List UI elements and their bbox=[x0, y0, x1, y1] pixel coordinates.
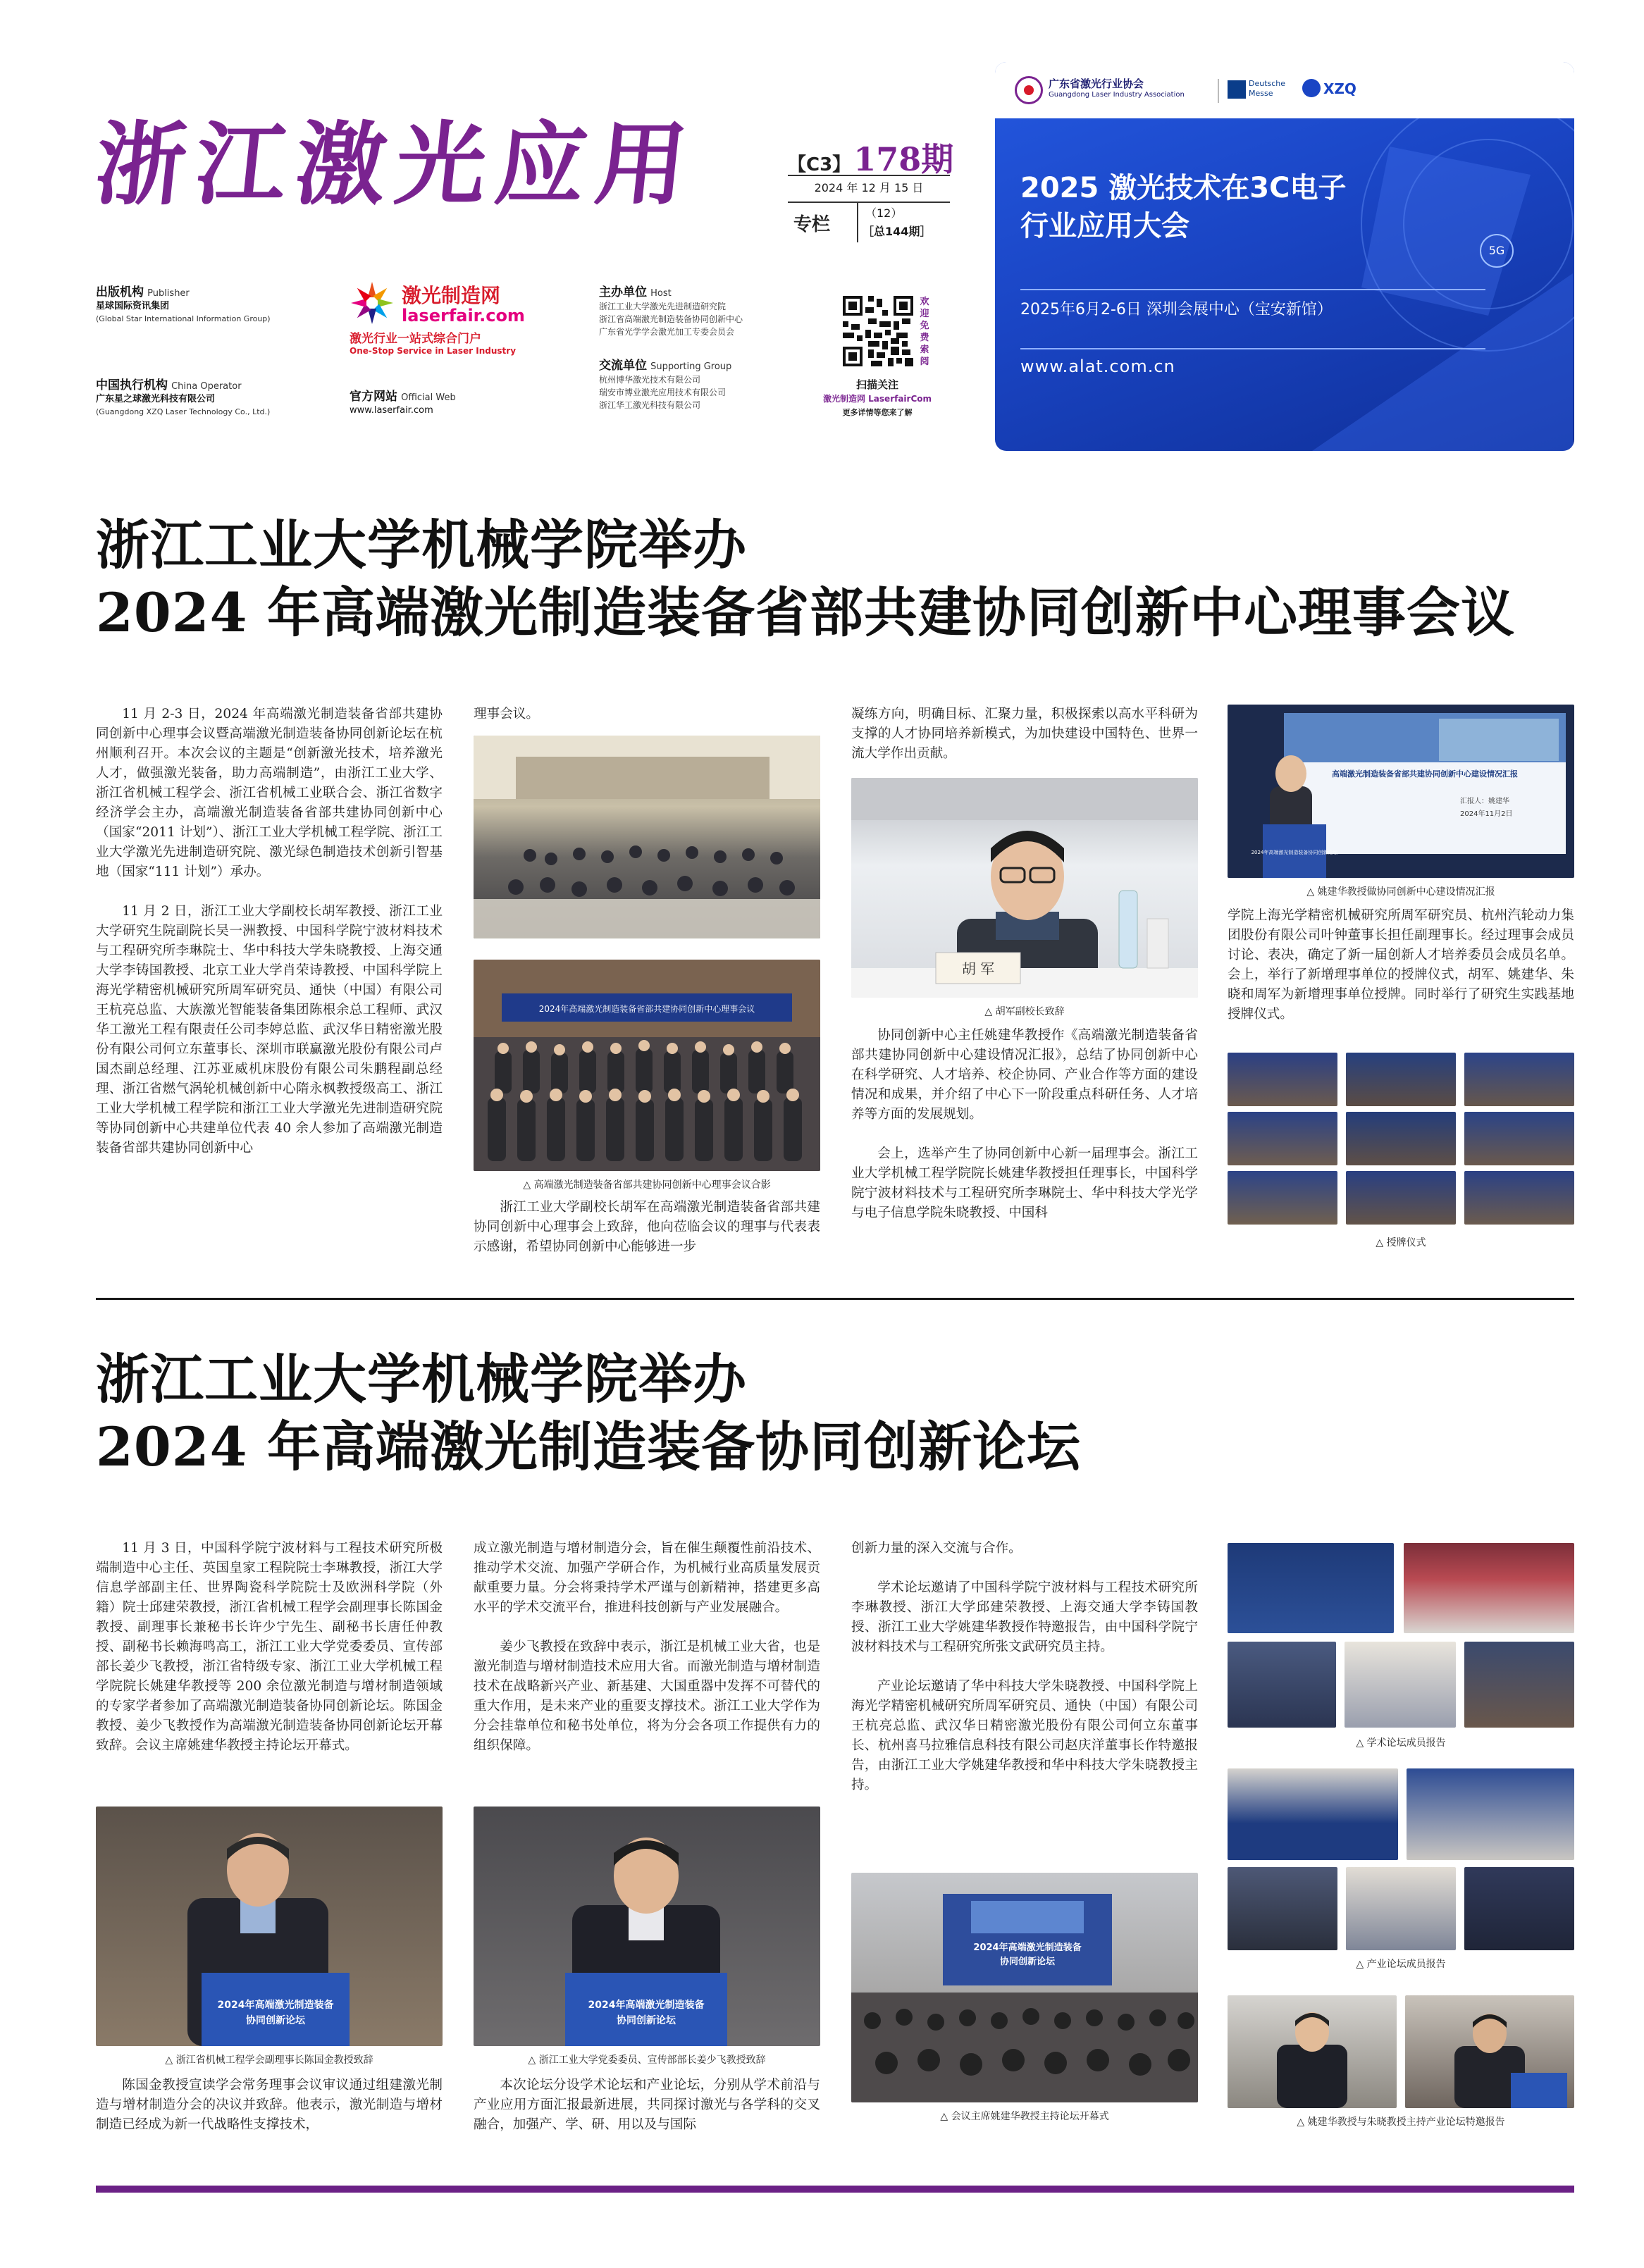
slide-presenter-text: 汇报人：姚建华 bbox=[1460, 798, 1509, 805]
footer-bar bbox=[96, 2186, 1574, 2193]
caption: △ 学术论坛成员报告 bbox=[1356, 1737, 1446, 1749]
host-block bbox=[599, 282, 810, 338]
scan-name: 激光制造网 LaserfairCom bbox=[822, 394, 932, 404]
article1-column-1 bbox=[96, 705, 443, 1178]
paragraph: 学院上海光学精密机械研究所周军研究员、杭州汽轮动力集团股份有限公司叶钟董事长担任副理事长。经过理事会成员讨论、表决，确定了新一届创新人才培养委员会成员名单。会上，举行了新增理事单位的授牌仪式，胡军、姚建华、朱晓和周军为新增理事单位授牌。同时举行了研究生实践基地授牌仪式。 bbox=[1228, 908, 1574, 1022]
operator-name: 广东星之球激光科技有限公司 bbox=[96, 394, 216, 404]
paragraph: 理事会议。 bbox=[474, 707, 539, 721]
yao-report-photo bbox=[1228, 705, 1574, 878]
article1-title-line2: 2024 年高端激光制造装备省部共建协同创新中心理事会议 bbox=[96, 581, 1515, 644]
scan-more: 更多详情等您来了解 bbox=[842, 408, 913, 417]
paragraph: 成立激光制造与增材制造分会，旨在催生颠覆性前沿技术、推动学术交流、加强产学研合作，为机械行业高质量发展贡献重要力量。分会将秉持学术严谨与创新精神，搭建更多高水平的学术交流平台，推进科技创新与产业发展融合。 bbox=[474, 1541, 820, 1615]
caption: △ 高端激光制造装备省部共建协同创新中心理事会议合影 bbox=[523, 1179, 771, 1191]
laserfair-slogan-cn: 激光行业一站式综合门户 bbox=[350, 332, 481, 346]
column-divider bbox=[857, 203, 858, 242]
yao-host-photo bbox=[1228, 1995, 1397, 2108]
paragraph: 会上，选举产生了协同创新中心新一届理事会。浙江工业大学机械工程学院院长姚建华教授担任理事长，中国科学院宁波材料技术与工程研究所李琳院士、华中科技大学光学与电子信息学院朱晓教授、中国科 bbox=[851, 1146, 1198, 1220]
column-box bbox=[788, 202, 950, 241]
paragraph: 创新力量的深入交流与合作。 bbox=[851, 1541, 1022, 1556]
award-photo bbox=[1346, 1053, 1456, 1106]
operator-name-en: (Guangdong XZQ Laser Technology Co., Ltd.) bbox=[96, 407, 271, 416]
yao-hosting-photo bbox=[851, 1873, 1198, 2102]
scan-label: 扫描关注 bbox=[855, 378, 898, 391]
forum-photo bbox=[1228, 1543, 1394, 1633]
caption: △ 姚建华教授做协同创新中心建设情况汇报 bbox=[1306, 886, 1495, 898]
article2-title-line2: 2024 年高端激光制造装备协同创新论坛 bbox=[96, 1415, 1081, 1478]
publisher-name-en: (Global Star International Information Group) bbox=[96, 314, 271, 323]
ad-divider bbox=[1218, 79, 1219, 103]
speaker-scene bbox=[1228, 1995, 1397, 2108]
masthead-title: 浙江激光应用 bbox=[90, 113, 702, 218]
forum-photo bbox=[1464, 1642, 1574, 1728]
official-web-block bbox=[350, 386, 561, 417]
column-label: 专栏 bbox=[793, 214, 831, 235]
web-url-link[interactable]: www.laserfair.com bbox=[350, 405, 433, 416]
article2-column-3 bbox=[851, 1539, 1198, 1815]
caption: △ 浙江工业大学党委委员、宣传部部长姜少飞教授致辞 bbox=[528, 2055, 766, 2066]
speaker-scene bbox=[851, 778, 1198, 998]
support-block bbox=[599, 355, 810, 411]
conference-hall-photo bbox=[474, 736, 820, 938]
article1-column-2 bbox=[474, 1198, 820, 1277]
nameplate-text: 胡 军 bbox=[961, 960, 995, 977]
host-label: 主办单位 bbox=[599, 285, 647, 299]
photo-banner-text: 2024年高端激光制造装备省部共建协同创新中心理事会议 bbox=[538, 1004, 755, 1014]
article2-column-2-bottom bbox=[474, 2076, 820, 2155]
chen-speech-photo bbox=[96, 1807, 443, 2046]
award-photo bbox=[1464, 1053, 1574, 1106]
xzq-logo-icon bbox=[1302, 79, 1321, 97]
award-photo bbox=[1228, 1171, 1337, 1225]
slide-scene bbox=[1228, 705, 1574, 878]
caption: △ 授牌仪式 bbox=[1376, 1237, 1426, 1248]
publisher-label: 出版机构 bbox=[96, 285, 144, 299]
paragraph: 11 月 2 日，浙江工业大学副校长胡军教授、浙江工业大学研究生院副院长吴一洲教授、中国科学院宁波材料技术与工程研究所李琳院士、华中科技大学朱晓教授、上海交通大学李铸国教授、北京工业大学肖荣诗教授、中国科学院上海光学精密机械研究所周军研究员、通快（中国）有限公司王杭亮总监、大族激光智能装备集团陈根余总工程师、武汉华工激光工程有限责任公司李婷总监、武汉华日精密激光股份有限公司何立东董事长、深圳市联赢激光股份有限公司卢国杰副总经理、江苏亚威机床股份有限公司朱鹏程副总经理、浙江省燃气涡轮机械创新中心隋永枫教授级高工、浙江工业大学机械工程学院和浙江工业大学激光先进制造研究院等协同创新中心共建单位代表 40 余人参加了高端激光制造装备省部共建协同创新中心 bbox=[96, 904, 443, 1155]
paragraph: 学术论坛邀请了中国科学院宁波材料与工程技术研究所李琳教授、浙江大学邱建荣教授、上海交通大学李铸国教授、浙江工业大学姚建华教授作特邀报告，由中国科学院宁波材料技术与工程研究所张文武研究员主持。 bbox=[851, 1580, 1198, 1654]
forum-photo bbox=[1464, 1867, 1574, 1950]
hu-jun-photo bbox=[851, 778, 1198, 998]
award-photo bbox=[1464, 1112, 1574, 1165]
support-label: 交流单位 bbox=[599, 359, 647, 373]
forum-photo bbox=[1228, 1642, 1336, 1728]
ad-title-line1: 2025 激光技术在3C电子 bbox=[1020, 172, 1347, 204]
award-photo-grid bbox=[1228, 1053, 1574, 1225]
ad-partner1: Deutsche Messe bbox=[1249, 79, 1286, 98]
qr-side-text: 欢迎免费索阅 bbox=[920, 297, 929, 367]
web-en: Official Web bbox=[401, 392, 456, 403]
academic-forum-photo-grid bbox=[1228, 1543, 1574, 1728]
jiang-speech-photo bbox=[474, 1807, 820, 2046]
conference-ad-banner[interactable] bbox=[995, 62, 1574, 451]
ad-5g-badge: 5G bbox=[1480, 234, 1514, 268]
laserfair-logo-cn: 激光制造网 bbox=[402, 284, 501, 307]
award-photo bbox=[1464, 1171, 1574, 1225]
ad-partner2: XZQ bbox=[1323, 80, 1356, 97]
host-en: Host bbox=[650, 288, 672, 299]
paragraph: 浙江工业大学副校长胡军在高端激光制造装备省部共建协同创新中心理事会上致辞，他向莅临会议的理事与代表表示感谢，希望协同创新中心能够进一步 bbox=[474, 1200, 820, 1254]
forum-photo bbox=[1345, 1642, 1456, 1728]
support-item: 瑞安市博业激光应用技术有限公司 bbox=[599, 388, 727, 397]
podium-text: 2024年高端激光制造装备 bbox=[588, 2000, 705, 2011]
podium-sign-text: 2024年高端激光制造装备协同创新论坛 bbox=[1251, 850, 1338, 855]
speaker-scene bbox=[474, 1807, 820, 2046]
caption: △ 姚建华教授与朱晓教授主持产业论坛特邀报告 bbox=[1297, 2117, 1505, 2128]
host-item: 浙江工业大学激光先进制造研究院 bbox=[599, 302, 727, 311]
ad-title bbox=[1020, 169, 1346, 245]
article2-column-1 bbox=[96, 1539, 443, 1776]
association-logo-icon bbox=[1015, 76, 1043, 104]
laserfair-slogan-en: One-Stop Service in Laser Industry bbox=[350, 346, 517, 356]
paragraph: 产业论坛邀请了华中科技大学朱晓教授、中国科学院上海光学精密机械研究所周军研究员、通快（中国）有限公司王杭亮总监、武汉华日精密激光股份有限公司何立东董事长、杭州喜马拉雅信息科技有限公司赵庆洋董事长作特邀报告，由浙江工业大学姚建华教授和华中科技大学朱晓教授主持。 bbox=[851, 1679, 1198, 1792]
host-item: 广东省光学学会激光加工专委会员会 bbox=[599, 327, 735, 337]
award-photo bbox=[1346, 1171, 1456, 1225]
section-divider bbox=[96, 1298, 1574, 1300]
operator-block bbox=[96, 375, 328, 419]
hall-scene bbox=[851, 1873, 1198, 2102]
support-item: 杭州博华激光技术有限公司 bbox=[599, 375, 701, 385]
podium-text: 2024年高端激光制造装备 bbox=[217, 2000, 334, 2011]
paragraph: 本次论坛分设学术论坛和产业论坛，分别从学术前沿与产业应用方面汇报最新进展，共同探讨激光与各学科的交叉融合，加强产、学、研、用以及与国际 bbox=[474, 2078, 820, 2132]
screen-text: 协同创新论坛 bbox=[999, 1957, 1056, 1967]
article1-title-line1: 浙江工业大学机械学院举办 bbox=[96, 514, 747, 576]
issue-number: 178期 bbox=[853, 140, 954, 178]
slide-date-text: 2024年11月2日 bbox=[1460, 810, 1513, 818]
hall-scene bbox=[474, 736, 820, 938]
speaker-scene bbox=[1405, 1995, 1574, 2108]
page-code: 【C3】 bbox=[788, 154, 851, 175]
paragraph: 11 月 2-3 日，2024 年高端激光制造装备省部共建协同创新中心理事会议暨高端激光制造装备协同创新论坛在杭州顺利召开。本次会议的主题是“创新激光技术，培养激光人才，做强激光装备，助力高端制造”，由浙江工业大学、浙江省机械工程学会、浙江省机械工业联合会、浙江省数字经济学会主办，高端激光制造装备省部共建协同创新中心（国家“2011 计划”）、浙江工业大学机械工程学院、浙江工业大学激光先进制造研究院、激光绿色制造技术创新引智基地（国家“111 计划”）承办。 bbox=[96, 707, 443, 879]
publisher-block bbox=[96, 282, 328, 326]
host-item: 浙江省高端激光制造装备协同创新中心 bbox=[599, 314, 743, 324]
paragraph: 姜少飞教授在致辞中表示，浙江是机械工业大省，也是激光制造与增材制造技术应用大省。而激光制造与增材制造技术在战略新兴产业、新基建、大国重器中发挥不可替代的重大作用，是未来产业的重要支撑技术。浙江工业大学作为分会挂靠单位和秘书处单位，将为分会各项工作提供有力的组织保障。 bbox=[474, 1640, 820, 1753]
ad-org bbox=[1049, 76, 1185, 99]
column-number: （12） bbox=[865, 206, 903, 220]
caption: △ 会议主席姚建华教授主持论坛开幕式 bbox=[940, 2111, 1109, 2122]
speaker-scene bbox=[96, 1807, 443, 2046]
laserfair-logo-url: laserfair.com bbox=[402, 306, 525, 326]
operator-label: 中国执行机构 bbox=[96, 378, 168, 392]
web-label: 官方网站 bbox=[350, 390, 397, 404]
messe-logo-icon bbox=[1228, 80, 1246, 99]
article1-column-3 bbox=[851, 1026, 1198, 1243]
article2-title-line1: 浙江工业大学机械学院举办 bbox=[96, 1348, 747, 1411]
ad-title-line2: 行业应用大会 bbox=[1020, 210, 1189, 242]
forum-photo bbox=[1228, 1867, 1337, 1950]
hosts-photo-pair bbox=[1228, 1995, 1574, 2108]
podium-text: 协同创新论坛 bbox=[617, 2015, 676, 2026]
podium-text: 协同创新论坛 bbox=[246, 2015, 305, 2026]
ad-org-en: Guangdong Laser Industry Association bbox=[1049, 91, 1185, 99]
screen-text: 2024年高端激光制造装备 bbox=[973, 1942, 1082, 1953]
paragraph: 凝练方向，明确目标、汇聚力量，积极探索以高水平科研为支撑的人才协同培养新模式，为加快建设中国特色、世界一流大学作出贡献。 bbox=[851, 707, 1198, 761]
forum-photo bbox=[1346, 1867, 1456, 1950]
caption: △ 产业论坛成员报告 bbox=[1356, 1959, 1446, 1970]
total-issue: ［总144期］ bbox=[863, 225, 932, 238]
laserfair-logo-icon bbox=[350, 280, 395, 326]
support-en: Supporting Group bbox=[650, 361, 732, 372]
award-photo bbox=[1228, 1053, 1337, 1106]
forum-photo bbox=[1404, 1543, 1574, 1633]
article2-column-2 bbox=[474, 1539, 820, 1776]
issue-date: 2024 年 12 月 15 日 bbox=[788, 175, 950, 195]
support-item: 浙江华工激光科技有限公司 bbox=[599, 400, 701, 410]
article1-column-3-top bbox=[851, 705, 1198, 783]
laserfair-block bbox=[350, 279, 561, 356]
group-scene bbox=[474, 960, 820, 1171]
article1-column-4 bbox=[1228, 906, 1574, 1044]
ad-url-link[interactable]: www.alat.com.cn bbox=[1020, 357, 1175, 376]
publisher-name: 星球国际资讯集团 bbox=[96, 301, 170, 311]
award-photo bbox=[1228, 1112, 1337, 1165]
industry-forum-photo-grid bbox=[1228, 1768, 1574, 1950]
issue-block bbox=[788, 134, 953, 180]
ad-rule bbox=[1020, 348, 1485, 349]
paragraph: 11 月 3 日，中国科学院宁波材料与工程技术研究所极端制造中心主任、英国皇家工程院院士李琳教授，浙江大学信息学部副主任、世界陶瓷科学院院士及欧洲科学院（外籍）院士邱建荣教授，浙江省机械工程学会副理事长陈国金教授、副理事长兼秘书长许少宁先生、副秘书长唐任仲教授、副秘书长赖海鸣高工，浙江工业大学党委委员、宣传部部长姜少飞教授，浙江省特级专家、浙江工业大学机械工程学院院长姚建华教授等 200 余位激光制造与增材制造领域的专家学者参加了高端激光制造装备协同创新论坛。陈国金教授、姜少飞教授作为高端激光制造装备协同创新论坛开幕致辞。会议主席姚建华教授主持论坛开幕式。 bbox=[96, 1541, 443, 1753]
article2-column-1-bottom bbox=[96, 2076, 443, 2155]
forum-photo bbox=[1228, 1768, 1398, 1860]
ad-rule bbox=[1020, 289, 1485, 290]
caption: △ 浙江省机械工程学会副理事长陈国金教授致辞 bbox=[165, 2055, 373, 2066]
caption: △ 胡军副校长致辞 bbox=[984, 1006, 1065, 1017]
ad-date-venue: 2025年6月2-6日 深圳会展中心（宝安新馆） bbox=[1020, 301, 1333, 318]
group-photo bbox=[474, 960, 820, 1171]
zhu-host-photo bbox=[1405, 1995, 1574, 2108]
award-photo bbox=[1346, 1112, 1456, 1165]
forum-photo bbox=[1407, 1768, 1574, 1860]
paragraph: 陈国金教授宣读学会常务理事会议审议通过组建激光制造与增材制造分会的决议并致辞。他表示，激光制造与增材制造已经成为新一代战略性支撑技术， bbox=[96, 2078, 443, 2132]
publisher-en: Publisher bbox=[147, 288, 190, 299]
ad-org-cn: 广东省激光行业协会 bbox=[1049, 78, 1144, 90]
paragraph: 协同创新中心主任姚建华教授作《高端激光制造装备省部共建协同创新中心建设情况汇报》，总结了协同创新中心在科学研究、人才培养、校企协同、产业合作等方面的建设情况和成果，并介绍了中心下一阶段重点科研任务、人才培养等方面的发展规划。 bbox=[851, 1028, 1198, 1122]
scan-block bbox=[803, 378, 951, 420]
qr-code-icon[interactable] bbox=[843, 296, 913, 366]
slide-title-text: 高端激光制造装备省部共建协同创新中心建设情况汇报 bbox=[1332, 769, 1518, 779]
operator-en: China Operator bbox=[171, 381, 242, 392]
